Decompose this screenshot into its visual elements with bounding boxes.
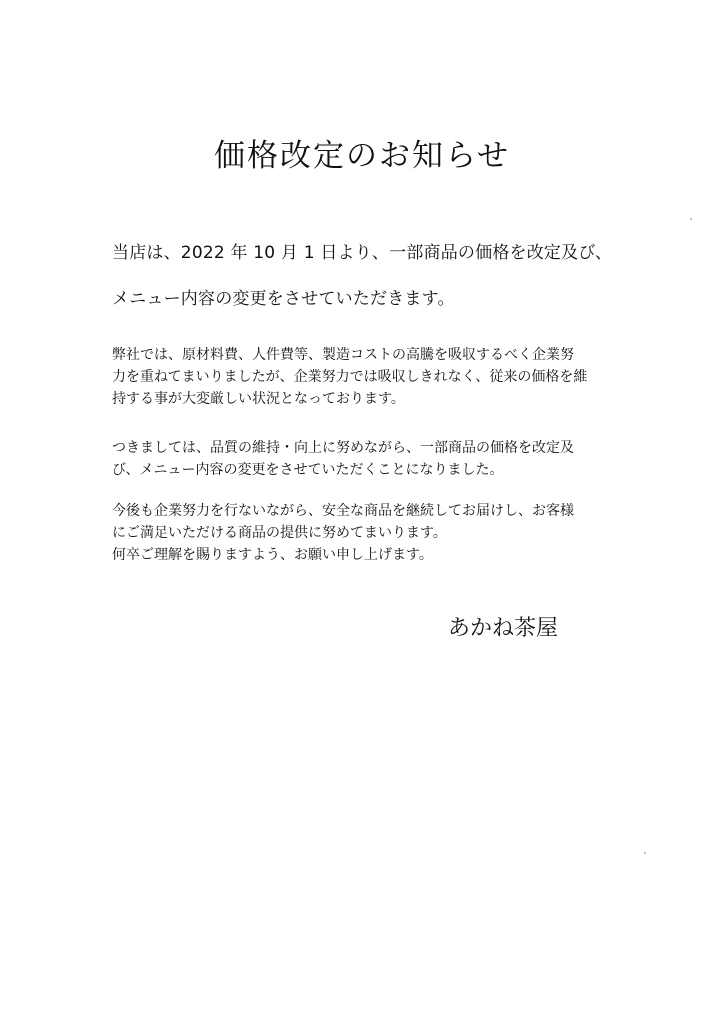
store-signature: あかね茶屋 <box>448 616 559 641</box>
paragraph-2-line-2: び、メニュー内容の変更をさせていただくことになりました。 <box>112 462 504 478</box>
paragraph-3-line-3: 何卒ご理解を賜りますよう、お願い申し上げます。 <box>112 547 433 563</box>
paragraph-3-line-2: にご満足いただける商品の提供に努めてまいります。 <box>112 525 447 541</box>
paragraph-1-line-3: 持する事が大変厳しい状況となっております。 <box>112 391 405 407</box>
page-title: 価格改定のお知らせ <box>213 138 511 174</box>
lead-line-1: 当店は、2022 年 10 月 1 日より、一部商品の価格を改定及び、 <box>112 243 613 263</box>
scan-speck <box>644 852 646 854</box>
lead-line-2: メニュー内容の変更をさせていただきます。 <box>112 289 455 309</box>
paragraph-2-line-1: つきましては、品質の維持・向上に努めながら、一部商品の価格を改定及 <box>112 440 574 456</box>
paragraph-3-line-1: 今後も企業努力を行ないながら、安全な商品を継続してお届けし、お客様 <box>112 503 574 519</box>
scan-speck <box>690 218 692 220</box>
paragraph-1-line-2: 力を重ねてまいりましたが、企業努力では吸収しきれなく、従来の価格を維 <box>112 369 588 385</box>
paragraph-1-line-1: 弊社では、原材料費、人件費等、製造コストの高騰を吸収するべく企業努 <box>112 347 574 363</box>
